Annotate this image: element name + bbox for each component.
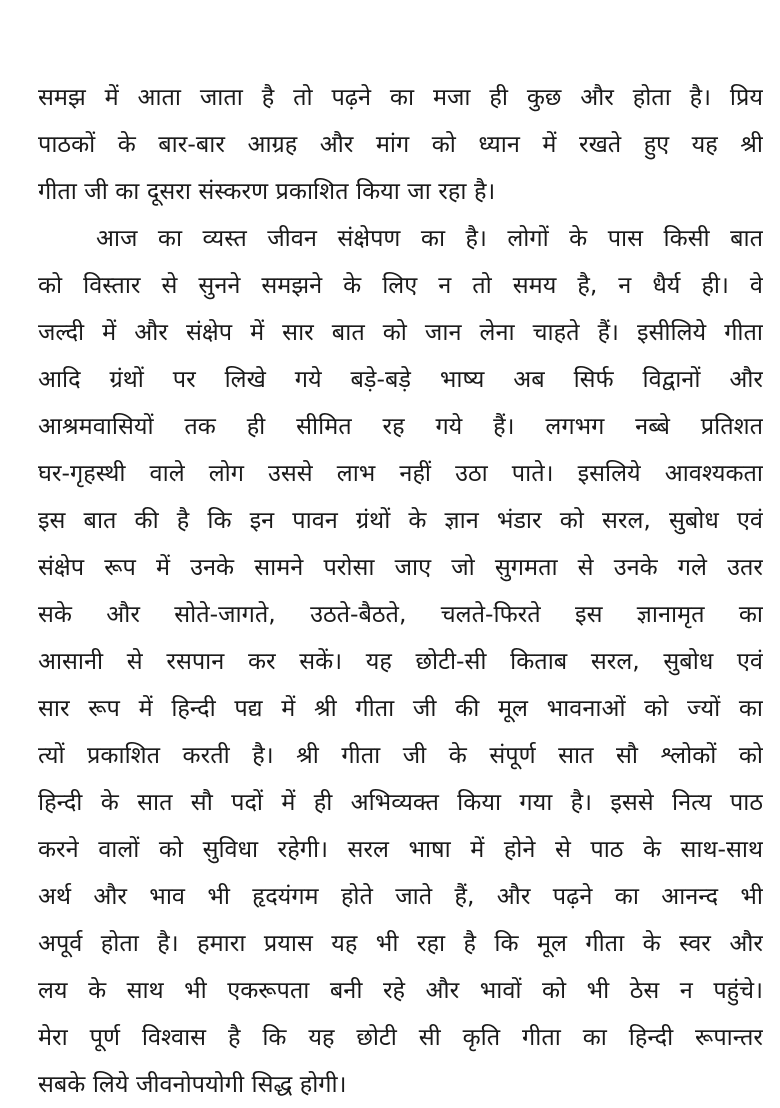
text-line: आदि ग्रंथों पर लिखे गये बड़े-बड़े भाष्य अब सिर्फ विद्वानों और xyxy=(38,365,763,393)
text-line: सार रूप में हिन्दी पद्य में श्री गीता जी की मूल भावनाओं को ज्यों का xyxy=(38,694,763,722)
text-line: सके और सोते-जागते, उठते-बैठते, चलते-फिरते इस ज्ञानामृत का xyxy=(38,600,763,628)
text-line: त्यों प्रकाशित करती है। श्री गीता जी के संपूर्ण सात सौ श्लोकों को xyxy=(38,741,763,769)
body-text xyxy=(38,74,763,1108)
text-line: संक्षेप रूप में उनके सामने परोसा जाए जो सुगमता से उनके गले उतर xyxy=(38,553,763,581)
text-line: करने वालों को सुविधा रहेगी। सरल भाषा में होने से पाठ के साथ-साथ xyxy=(38,835,763,863)
text-line: अपूर्व होता है। हमारा प्रयास यह भी रहा है कि मूल गीता के स्वर और xyxy=(38,929,763,957)
text-line: हिन्दी के सात सौ पदों में ही अभिव्यक्त किया गया है। इससे नित्य पाठ xyxy=(38,788,763,816)
text-line: सबके लिये जीवनोपयोगी सिद्ध होगी। xyxy=(38,1070,347,1098)
text-line: इस बात की है कि इन पावन ग्रंथों के ज्ञान भंडार को सरल, सुबोध एवं xyxy=(38,506,763,534)
text-line: गीता जी का दूसरा संस्करण प्रकाशित किया जा रहा है। xyxy=(38,177,496,205)
text-line: घर-गृहस्थी वाले लोग उससे लाभ नहीं उठा पाते। इसलिये आवश्यकता xyxy=(38,459,763,487)
text-line: जल्दी में और संक्षेप में सार बात को जान लेना चाहते हैं। इसीलिये गीता xyxy=(38,318,763,346)
text-line: आज का व्यस्त जीवन संक्षेपण का है। लोगों के पास किसी बात xyxy=(96,224,763,252)
text-line: आसानी से रसपान कर सकें। यह छोटी-सी किताब सरल, सुबोध एवं xyxy=(38,647,763,675)
text-line: समझ में आता जाता है तो पढ़ने का मजा ही कुछ और होता है। प्रिय xyxy=(38,83,763,111)
text-line: अर्थ और भाव भी हृदयंगम होते जाते हैं, और पढ़ने का आनन्द भी xyxy=(38,882,763,910)
text-line: मेरा पूर्ण विश्वास है कि यह छोटी सी कृति गीता का हिन्दी रूपान्तर xyxy=(38,1023,763,1051)
text-line: आश्रमवासियों तक ही सीमित रह गये हैं। लगभग नब्बे प्रतिशत xyxy=(38,412,763,440)
text-line: लय के साथ भी एकरूपता बनी रहे और भावों को भी ठेस न पहुंचे। xyxy=(38,976,763,1004)
text-line: को विस्तार से सुनने समझने के लिए न तो समय है, न धैर्य ही। वे xyxy=(38,271,763,299)
text-line: पाठकों के बार-बार आग्रह और मांग को ध्यान में रखते हुए यह श्री xyxy=(38,130,763,158)
